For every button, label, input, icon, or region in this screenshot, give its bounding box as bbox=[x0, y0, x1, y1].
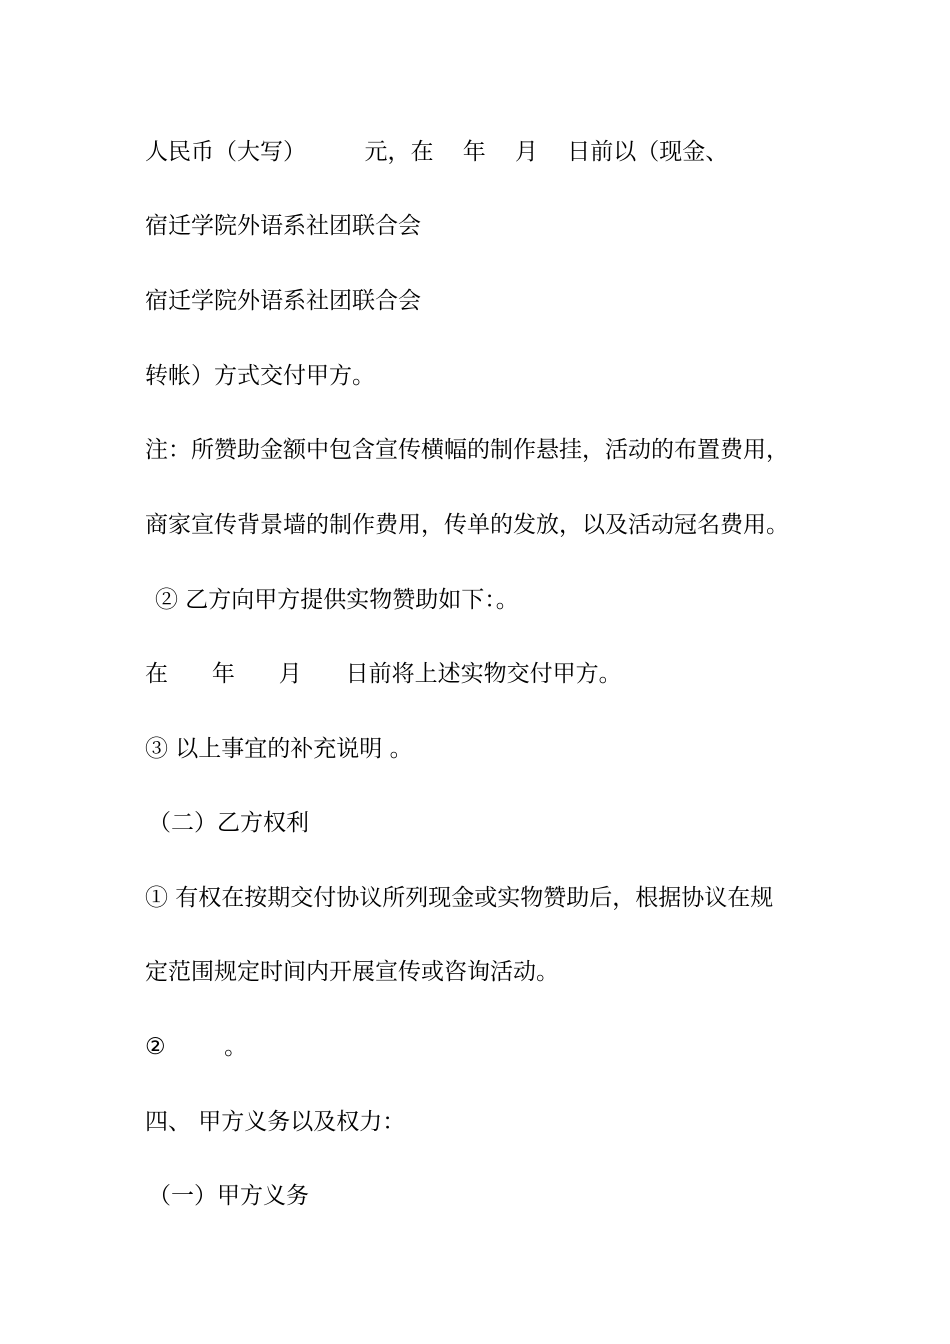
in-kind-sponsorship-line: ② 乙方向甲方提供实物赞助如下：。 bbox=[155, 587, 519, 613]
rights-item-1-line-2: 定范围规定时间内开展宣传或咨询活动。 bbox=[145, 959, 559, 985]
organization-name-line: 宿迁学院外语系社团联合会 bbox=[145, 213, 421, 239]
note-line-2: 商家宣传背景墙的制作费用，传单的发放，以及活动冠名费用。 bbox=[145, 512, 789, 538]
section-heading-party-b-rights: （二）乙方权利 bbox=[148, 810, 309, 836]
rights-item-2-line: ② 。 bbox=[145, 1034, 248, 1060]
payment-amount-line: 人民币（大写） 元，在 年 月 日前以（现金、 bbox=[145, 139, 729, 165]
section-heading-party-a: 四、 甲方义务以及权力： bbox=[145, 1109, 406, 1135]
delivery-date-line: 在 年 月 日前将上述实物交付甲方。 bbox=[145, 661, 622, 687]
note-line-1: 注：所赞助金额中包含宣传横幅的制作悬挂，活动的布置费用， bbox=[145, 437, 789, 463]
rights-item-1-line-1: ① 有权在按期交付协议所列现金或实物赞助后，根据协议在规 bbox=[145, 885, 774, 911]
organization-name-line-repeat: 宿迁学院外语系社团联合会 bbox=[145, 288, 421, 314]
payment-method-line: 转帐）方式交付甲方。 bbox=[145, 363, 375, 389]
supplementary-note-line: ③ 以上事宜的补充说明 。 bbox=[145, 736, 413, 762]
subsection-heading-party-a-obligations: （一）甲方义务 bbox=[148, 1183, 309, 1209]
